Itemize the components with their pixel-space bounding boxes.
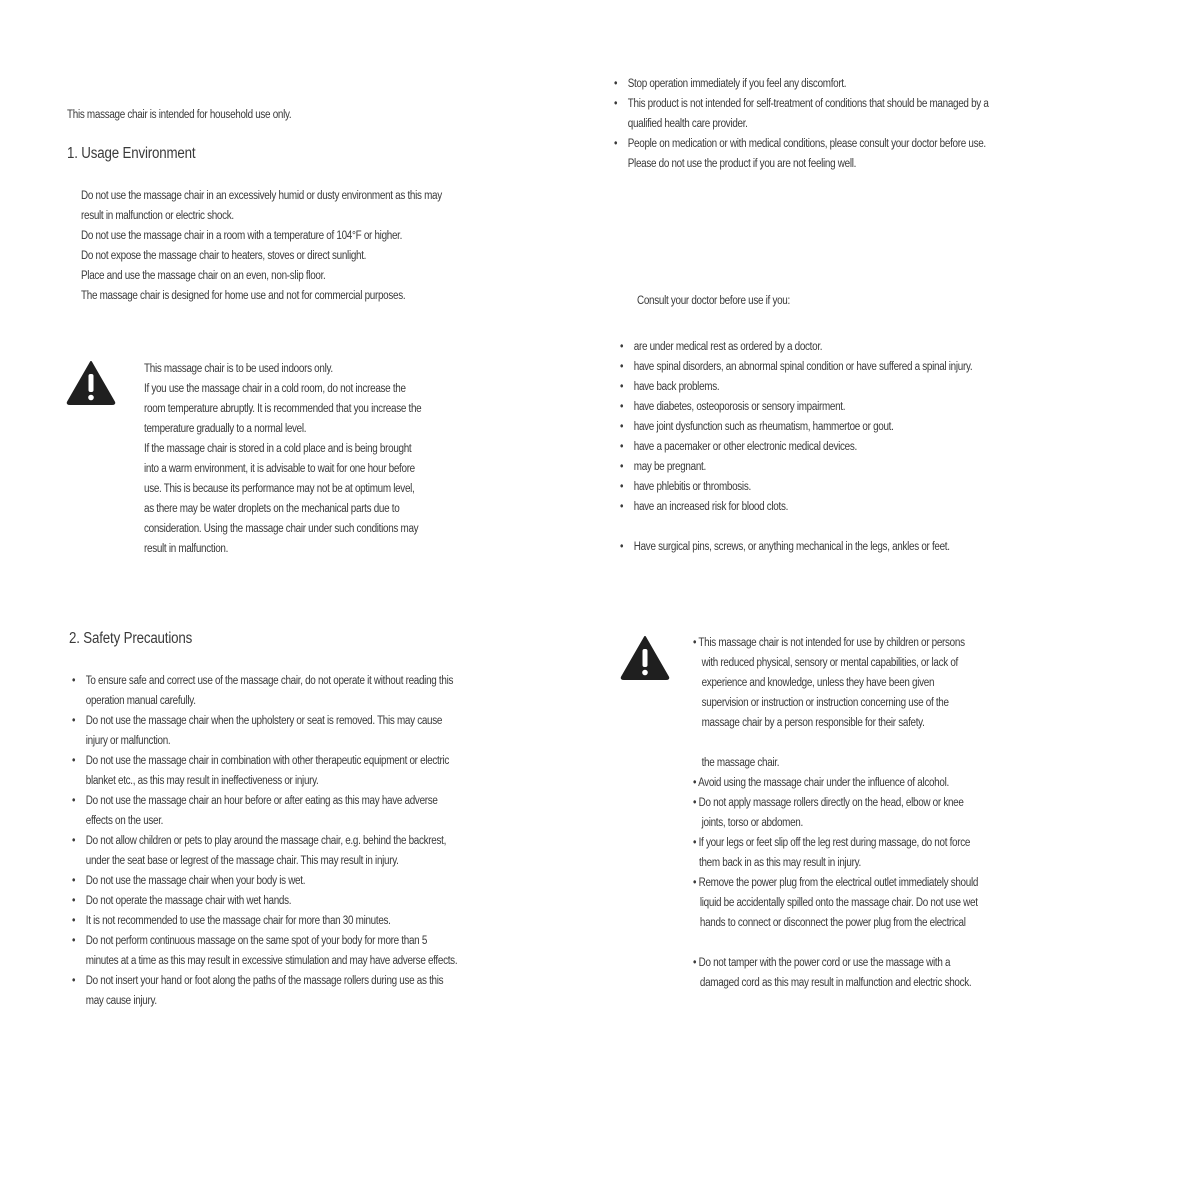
warning-line: with reduced physical, sensory or mental capabilities, or lack of [701, 657, 958, 669]
consult-extra-list [620, 537, 950, 557]
list-item [72, 711, 457, 751]
children-warning-block2 [693, 753, 978, 933]
list-item-line: • Do not allow children or pets to play around the massage chair, e.g. behind the backrest, [85, 835, 447, 847]
list-item [620, 497, 972, 517]
safety-precautions-list [72, 671, 457, 1011]
warning-line: the massage chair. [701, 757, 780, 769]
list-item-line: • Do not operate the massage chair with wet hands. [85, 895, 292, 907]
list-item-line: • Do not use the massage chair an hour before or after eating as this may have adverse [85, 795, 438, 807]
warning-line: temperature gradually to a normal level. [144, 423, 307, 435]
warning-line: • Do not apply massage rollers directly on the head, elbow or knee [693, 797, 964, 809]
list-item-line: • have a pacemaker or other electronic medical devices. [633, 441, 857, 453]
list-item-line: injury or malfunction. [85, 735, 171, 747]
warning-line: • Remove the power plug from the electrical outlet immediately should [693, 877, 979, 889]
warning-line: result in malfunction. [144, 543, 229, 555]
list-item [620, 477, 972, 497]
consult-list [620, 337, 972, 517]
warning-triangle-icon [66, 360, 116, 405]
list-item [72, 931, 457, 971]
warning-line: This massage chair is to be used indoors only. [144, 363, 333, 375]
list-item [72, 891, 457, 911]
warning-line: If the massage chair is stored in a cold place and is being brought [144, 443, 412, 455]
warning-line: into a warm environment, it is advisable to wait for one hour before [144, 463, 415, 475]
list-item [620, 417, 972, 437]
list-item-line: may cause injury. [85, 995, 157, 1007]
list-item-line: • Have surgical pins, screws, or anything mechanical in the legs, ankles or feet. [633, 541, 950, 553]
warning-line: massage chair by a person responsible for their safety. [701, 717, 925, 729]
warning-triangle-icon [620, 635, 670, 680]
list-item-line: • Do not perform continuous massage on the same spot of your body for more than 5 [85, 935, 428, 947]
list-item-line: qualified health care provider. [627, 118, 748, 130]
list-item [620, 457, 972, 477]
list-item-line: • People on medication or with medical conditions, please consult your doctor before use. [627, 138, 986, 150]
usage-line: Place and use the massage chair on an even, non-slip floor. [81, 270, 326, 282]
usage-line: result in malfunction or electric shock. [81, 210, 234, 222]
list-item [72, 871, 457, 891]
list-item [72, 911, 457, 931]
list-item-line: • are under medical rest as ordered by a doctor. [633, 341, 823, 353]
warning-line: experience and knowledge, unless they have been given [701, 677, 935, 689]
list-item [620, 397, 972, 417]
warning-line: • Do not tamper with the power cord or use the massage with a [693, 957, 951, 969]
warning-line: hands to connect or disconnect the power plug from the electrical [699, 917, 966, 929]
consult-intro: Consult your doctor before use if you: [637, 295, 790, 307]
list-item-line: • Stop operation immediately if you feel any discomfort. [627, 78, 847, 90]
list-item-line: • have back problems. [633, 381, 720, 393]
list-item [72, 831, 457, 871]
warning-line: use. This is because its performance may not be at optimum level, [144, 483, 415, 495]
list-item-line: • have phlebitis or thrombosis. [633, 481, 751, 493]
warning-line: them back in as this may result in injury. [699, 857, 861, 869]
list-item [72, 971, 457, 1011]
list-item [620, 377, 972, 397]
usage-line: Do not expose the massage chair to heaters, stoves or direct sunlight. [81, 250, 367, 262]
list-item-line: • have joint dysfunction such as rheumatism, hammertoe or gout. [633, 421, 894, 433]
usage-environment-heading: 1. Usage Environment [67, 145, 196, 162]
list-item [614, 134, 989, 174]
list-item-line: minutes at a time as this may result in excessive stimulation and may have adverse effects. [85, 955, 458, 967]
indoor-warning-text [144, 359, 421, 559]
list-item-line: effects on the user. [85, 815, 164, 827]
list-item-line: • have an increased risk for blood clots. [633, 501, 789, 513]
list-item [620, 537, 950, 557]
warning-line: supervision or instruction or instruction concerning use of the [701, 697, 949, 709]
list-item-line: • may be pregnant. [633, 461, 706, 473]
warning-line: as there may be water droplets on the mechanical parts due to [144, 503, 400, 515]
intro-text: This massage chair is intended for household use only. [67, 109, 292, 121]
list-item [620, 357, 972, 377]
warning-line: If you use the massage chair in a cold room, do not increase the [144, 383, 406, 395]
warning-line: • This massage chair is not intended for use by children or persons [693, 637, 965, 649]
right-top-list [614, 74, 989, 174]
list-item-line: operation manual carefully. [85, 695, 196, 707]
list-item-line: blanket etc., as this may result in ineffectiveness or injury. [85, 775, 319, 787]
list-item-line: • To ensure safe and correct use of the massage chair, do not operate it without reading this [85, 675, 454, 687]
warning-line: • If your legs or feet slip off the leg rest during massage, do not force [693, 837, 971, 849]
list-item-line: • have diabetes, osteoporosis or sensory impairment. [633, 401, 846, 413]
list-item [614, 74, 989, 94]
warning-line: room temperature abruptly. It is recommended that you increase the [144, 403, 422, 415]
warning-line: liquid be accidentally spilled onto the massage chair. Do not use wet [699, 897, 978, 909]
list-item [72, 751, 457, 791]
list-item-line: • Do not use the massage chair when your body is wet. [85, 875, 306, 887]
list-item [614, 94, 989, 134]
list-item [620, 337, 972, 357]
list-item-line: • It is not recommended to use the massage chair for more than 30 minutes. [85, 915, 391, 927]
warning-line: joints, torso or abdomen. [701, 817, 803, 829]
children-warning-block3 [693, 953, 971, 993]
list-item-line: Please do not use the product if you are not feeling well. [627, 158, 857, 170]
list-item-line: • Do not use the massage chair when the upholstery or seat is removed. This may cause [85, 715, 443, 727]
list-item-line: • Do not insert your hand or foot along the paths of the massage rollers during use as this [85, 975, 444, 987]
usage-environment-text [81, 186, 442, 306]
warning-line: consideration. Using the massage chair under such conditions may [144, 523, 419, 535]
list-item [72, 791, 457, 831]
warning-line: • Avoid using the massage chair under the influence of alcohol. [693, 777, 949, 789]
list-item [72, 671, 457, 711]
list-item-line: under the seat base or legrest of the massage chair. This may result in injury. [85, 855, 399, 867]
list-item-line: • have spinal disorders, an abnormal spinal condition or have suffered a spinal injury. [633, 361, 973, 373]
usage-line: Do not use the massage chair in a room with a temperature of 104°F or higher. [81, 230, 403, 242]
list-item [620, 437, 972, 457]
usage-line: The massage chair is designed for home use and not for commercial purposes. [81, 290, 406, 302]
warning-line: damaged cord as this may result in malfunction and electric shock. [699, 977, 972, 989]
list-item-line: • This product is not intended for self-treatment of conditions that should be managed by a [627, 98, 989, 110]
safety-precautions-heading: 2. Safety Precautions [69, 630, 193, 647]
children-warning-block1 [693, 633, 965, 733]
list-item-line: • Do not use the massage chair in combination with other therapeutic equipment or electric [85, 755, 450, 767]
usage-line: Do not use the massage chair in an excessively humid or dusty environment as this may [81, 190, 442, 202]
